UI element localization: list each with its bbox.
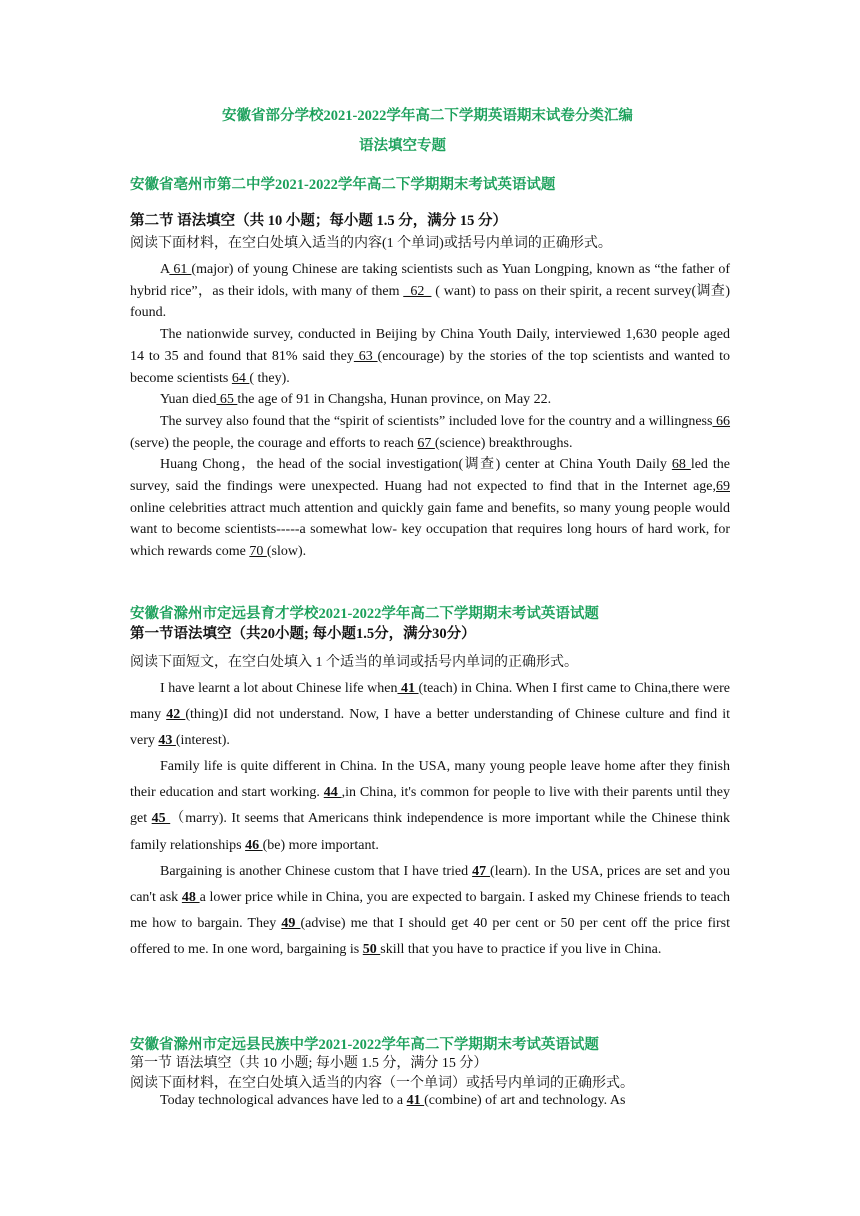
- passage-text: Bargaining is another Chinese custom that I have tried: [160, 863, 473, 879]
- passage-text: ( they).: [249, 370, 290, 386]
- passage-text: led the survey, said the findings were unexpected. Huang had not expected to find that in the Internet age,: [130, 457, 730, 495]
- section-1-instruction: 阅读下面材料，在空白处填入适当的内容(1 个单词)或括号内单词的正确形式。: [130, 236, 612, 251]
- passage-paragraph: [130, 389, 730, 411]
- answer-blank: _62_: [403, 283, 432, 299]
- passage-paragraph: [130, 411, 730, 454]
- passage-text: (teach) in China. When I first came to China,there were many: [130, 681, 730, 723]
- section-1-part-heading: 第二节 语法填空（共 10 小题；每小题 1.5 分，满分 15 分）: [130, 213, 507, 229]
- passage-text: (encourage) by the stories of the top scientists and wanted to become scientists: [130, 348, 731, 386]
- answer-blank: 68: [671, 457, 691, 473]
- passage-text: (slow).: [266, 544, 307, 560]
- passage-text: (combine) of art and technology. As: [424, 1093, 626, 1108]
- section-3-school-heading: 安徽省滁州市定远县民族中学2021-2022学年高二下学期期末考试英语试题: [130, 1037, 599, 1053]
- passage-text: (interest).: [175, 733, 230, 749]
- section-3-part-heading: 第一节 语法填空（共 10 小题; 每小题 1.5 分，满分 15 分）: [130, 1056, 488, 1071]
- answer-blank: 66: [712, 413, 731, 429]
- passage-paragraph: [130, 1090, 730, 1112]
- passage-paragraph: [130, 259, 730, 324]
- passage-text: (science) breakthroughs.: [434, 435, 573, 451]
- passage-text: Family life is quite different in China. In the USA, many young people leave home after they finish their education and start working.: [130, 759, 730, 801]
- passage-text: online celebrities attract much attention and quickly gain fame and benefits, so many young people would want to become scientists-----a somewhat low- key occupation that requires long hours of hard work, for which rewards come: [130, 500, 730, 560]
- answer-blank: 64: [231, 370, 250, 386]
- passage-text: (thing)I did not understand. Now, I have a better understanding of Chinese culture and find it very: [130, 707, 730, 749]
- answer-blank: 65: [216, 392, 238, 408]
- answer-blank: 70: [249, 544, 267, 560]
- answer-blank: 47: [472, 863, 491, 879]
- passage-text: (advise) me that I should get 40 per cent or 50 per cent off the price first offered to me. In one word, bargaining is: [130, 915, 731, 957]
- passage-text: Huang Chong，the head of the social investigation(调查) center at China Youth Daily: [160, 457, 672, 473]
- section-2-school-heading: 安徽省滁州市定远县育才学校2021-2022学年高二下学期期末考试英语试题: [130, 606, 599, 622]
- passage-text: ,in China, it's common for people to live with their parents until they get: [130, 785, 731, 827]
- passage-text: (be) more important.: [262, 837, 379, 853]
- answer-blank: 61: [169, 262, 192, 277]
- passage-text: (major) of young Chinese are taking scientists such as Yuan Longping, known as “the father of hybrid rice”，as their idols, with many of them: [130, 262, 731, 299]
- section-1-school-heading: 安徽省亳州市第二中学2021-2022学年高二下学期期末考试英语试题: [130, 177, 556, 193]
- passage-text: (learn). In the USA, prices are set and you can't ask: [130, 863, 730, 905]
- answer-blank: 67: [417, 435, 435, 451]
- section-3-instruction: 阅读下面材料，在空白处填入适当的内容（一个单词）或括号内单词的正确形式。: [130, 1076, 634, 1091]
- answer-blank: 42: [166, 707, 186, 723]
- passage-paragraph: [130, 859, 730, 963]
- passage-text: The nationwide survey, conducted in Beijing by China Youth Daily, interviewed 1,630 people aged 14 to 35 and found that 81% said they: [130, 327, 730, 364]
- passage-paragraph: [130, 676, 730, 754]
- answer-blank: 41: [397, 681, 419, 696]
- answer-blank: 69: [716, 479, 730, 495]
- section-2-part-heading: 第一节语法填空（共20小题; 每小题1.5分，满分30分）: [130, 626, 476, 642]
- passage-text: The survey also found that the “spirit of scientists” included love for the country and a willingness: [160, 413, 713, 429]
- answer-blank: 44: [323, 785, 342, 801]
- passage-paragraph: [130, 324, 730, 389]
- section-1-passage: [130, 259, 730, 563]
- answer-blank: 43: [158, 733, 176, 749]
- section-2-passage: [130, 676, 730, 963]
- section-2-instruction: 阅读下面短文，在空白处填入 1 个适当的单词或括号内单词的正确形式。: [130, 655, 578, 670]
- passage-text: A: [160, 262, 170, 277]
- passage-text: I have learnt a lot about Chinese life when: [160, 681, 398, 696]
- passage-text: (serve) the people, the courage and efforts to reach: [130, 435, 418, 451]
- document-title: 安徽省部分学校2021-2022学年高二下学期英语期末试卷分类汇编: [222, 108, 633, 124]
- passage-text: ( want) to pass on their spirit, a recent survey(调查) found.: [130, 283, 730, 321]
- passage-text: a lower price while in China, you are expected to bargain. I asked my Chinese friends to teach me how to bargain. They: [130, 889, 730, 931]
- passage-text: （marry). It seems that Americans think independence is more important while the Chinese think family relationships: [130, 811, 730, 853]
- section-3-passage: [130, 1090, 730, 1112]
- passage-text: Today technological advances have led to a: [160, 1093, 407, 1108]
- document-subtitle: 语法填空专题: [359, 138, 446, 154]
- answer-blank: 48: [181, 889, 200, 905]
- passage-paragraph: [130, 754, 730, 858]
- answer-blank: 46: [245, 837, 263, 853]
- answer-blank: 50: [362, 941, 381, 957]
- answer-blank: 41: [406, 1093, 425, 1108]
- answer-blank: 63: [353, 348, 378, 364]
- passage-text: Yuan died: [160, 392, 217, 408]
- passage-text: skill that you have to practice if you live in China.: [380, 941, 662, 957]
- passage-paragraph: [130, 454, 730, 563]
- passage-text: the age of 91 in Changsha, Hunan province, on May 22.: [237, 392, 552, 408]
- answer-blank: 49: [281, 915, 301, 931]
- answer-blank: 45: [151, 811, 171, 827]
